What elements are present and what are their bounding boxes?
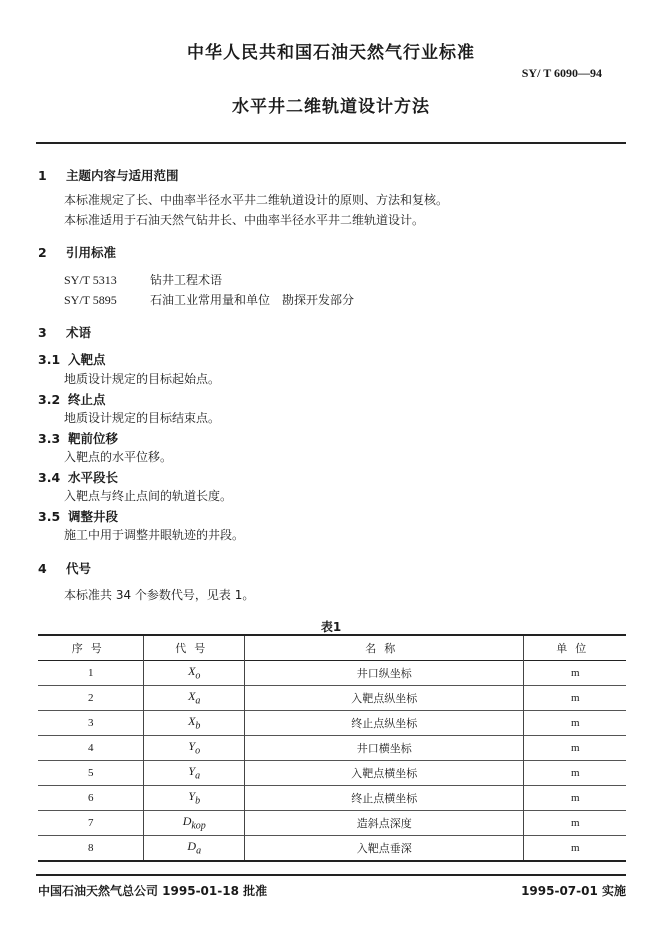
section-title: 代号 xyxy=(66,561,92,576)
row-unit: m xyxy=(524,761,626,786)
symbol-subscript: b xyxy=(195,795,201,807)
table-row xyxy=(38,761,626,786)
row-number: 4 xyxy=(87,742,94,754)
symbol-letter: D xyxy=(182,814,192,829)
term-definition: 入靶点的水平位移。 xyxy=(64,450,173,464)
row-name: 入靶点纵坐标 xyxy=(245,686,524,711)
term-heading xyxy=(38,390,106,408)
section-3-heading xyxy=(38,323,91,341)
row-name: 入靶点横坐标 xyxy=(245,761,524,786)
symbol-letter: X xyxy=(188,664,196,679)
term-name: 调整井段 xyxy=(68,509,119,524)
section-2-heading xyxy=(38,243,116,261)
row-number: 1 xyxy=(87,667,94,679)
symbol-letter: Y xyxy=(188,739,196,754)
term-name: 水平段长 xyxy=(68,470,119,485)
term-number: 3.4 xyxy=(38,470,61,485)
row-unit: m xyxy=(524,836,626,862)
column-header-unit: 单位 xyxy=(524,635,626,661)
section-4-paragraph: 本标准共 34 个参数代号，见表 1。 xyxy=(64,588,255,602)
reference-title: 钻井工程术语 xyxy=(150,273,223,287)
row-name: 井口纵坐标 xyxy=(245,661,524,686)
row-name: 终止点纵坐标 xyxy=(245,711,524,736)
section-4-heading xyxy=(38,559,91,577)
row-symbol xyxy=(144,686,245,711)
row-number: 3 xyxy=(87,717,94,729)
reference-item xyxy=(64,271,222,288)
row-unit: m xyxy=(524,661,626,686)
table-row xyxy=(38,811,626,836)
table-row xyxy=(38,661,626,686)
symbol-subscript: o xyxy=(195,670,201,682)
symbol-letter: X xyxy=(188,689,196,704)
term-heading xyxy=(38,507,118,525)
parameter-table xyxy=(38,634,626,862)
term-definition: 入靶点与终止点间的轨道长度。 xyxy=(64,489,233,503)
symbol-subscript: a xyxy=(195,770,201,782)
footer-divider xyxy=(36,874,626,876)
term-definition: 地质设计规定的目标结束点。 xyxy=(64,411,221,425)
row-number: 8 xyxy=(87,842,94,854)
term-name: 靶前位移 xyxy=(68,431,119,446)
column-header-name: 名称 xyxy=(245,635,524,661)
row-number: 2 xyxy=(87,692,94,704)
row-unit: m xyxy=(524,686,626,711)
symbol-subscript: a xyxy=(196,845,202,857)
column-header-number: 序号 xyxy=(71,642,110,655)
standard-category: 中华人民共和国石油天然气行业标准 xyxy=(187,43,475,63)
row-unit: m xyxy=(524,711,626,736)
row-unit: m xyxy=(524,811,626,836)
symbol-subscript: kop xyxy=(191,820,206,832)
section-title: 主题内容与适用范围 xyxy=(66,168,179,183)
row-name: 终止点横坐标 xyxy=(245,786,524,811)
term-number: 3.2 xyxy=(38,392,61,407)
term-heading xyxy=(38,350,106,368)
table-row xyxy=(38,836,626,862)
row-number: 6 xyxy=(87,792,94,804)
section-number: 1 xyxy=(38,168,47,183)
approval-line: 中国石油天然气总公司 1995-01-18 批准 xyxy=(38,884,268,898)
table-header-row xyxy=(38,635,626,661)
symbol-letter: D xyxy=(187,839,197,854)
section-1-paragraph-1: 本标准规定了长、中曲率半径水平井二维轨道设计的原则、方法和复核。 xyxy=(64,193,449,207)
section-title: 引用标准 xyxy=(66,245,117,260)
row-number: 5 xyxy=(87,767,94,779)
title-divider xyxy=(36,142,626,144)
section-number: 2 xyxy=(38,245,47,260)
section-1-paragraph-2: 本标准适用于石油天然气钻井长、中曲率半径水平井二维轨道设计。 xyxy=(64,213,425,227)
term-name: 入靶点 xyxy=(68,352,106,367)
section-number: 4 xyxy=(38,561,47,576)
row-unit: m xyxy=(524,786,626,811)
row-symbol xyxy=(144,761,245,786)
row-name: 造斜点深度 xyxy=(245,811,524,836)
term-definition: 地质设计规定的目标起始点。 xyxy=(64,372,221,386)
row-name: 入靶点垂深 xyxy=(245,836,524,862)
table-caption: 表1 xyxy=(320,620,342,634)
column-header-symbol: 代号 xyxy=(144,635,245,661)
symbol-subscript: b xyxy=(195,720,201,732)
row-symbol xyxy=(144,711,245,736)
table-row xyxy=(38,736,626,761)
table-row xyxy=(38,686,626,711)
document-title: 水平井二维轨道设计方法 xyxy=(232,97,430,117)
term-number: 3.3 xyxy=(38,431,61,446)
symbol-letter: Y xyxy=(188,764,196,779)
term-definition: 施工中用于调整井眼轨迹的井段。 xyxy=(64,528,245,542)
section-1-heading xyxy=(38,166,179,184)
reference-code: SY/T 5895 xyxy=(64,293,117,307)
term-number: 3.1 xyxy=(38,352,61,367)
row-symbol xyxy=(144,736,245,761)
reference-title: 石油工业常用量和单位 勘探开发部分 xyxy=(150,293,355,307)
term-heading xyxy=(38,429,118,447)
row-symbol xyxy=(144,811,245,836)
row-name: 井口横坐标 xyxy=(245,736,524,761)
reference-code: SY/T 5313 xyxy=(64,273,117,287)
row-number: 7 xyxy=(87,817,94,829)
term-number: 3.5 xyxy=(38,509,61,524)
table-row xyxy=(38,786,626,811)
section-number: 3 xyxy=(38,325,47,340)
table-row xyxy=(38,711,626,736)
row-symbol xyxy=(144,786,245,811)
row-symbol xyxy=(144,661,245,686)
row-unit: m xyxy=(524,736,626,761)
row-symbol xyxy=(144,836,245,862)
term-heading xyxy=(38,468,118,486)
section-title: 术语 xyxy=(66,325,92,340)
symbol-letter: Y xyxy=(188,789,196,804)
standard-code: SY/ T 6090—94 xyxy=(521,66,602,80)
symbol-subscript: o xyxy=(195,745,201,757)
term-name: 终止点 xyxy=(68,392,106,407)
symbol-subscript: a xyxy=(195,695,201,707)
reference-item xyxy=(64,291,354,308)
symbol-letter: X xyxy=(188,714,196,729)
effective-date: 1995-07-01 实施 xyxy=(521,884,626,898)
